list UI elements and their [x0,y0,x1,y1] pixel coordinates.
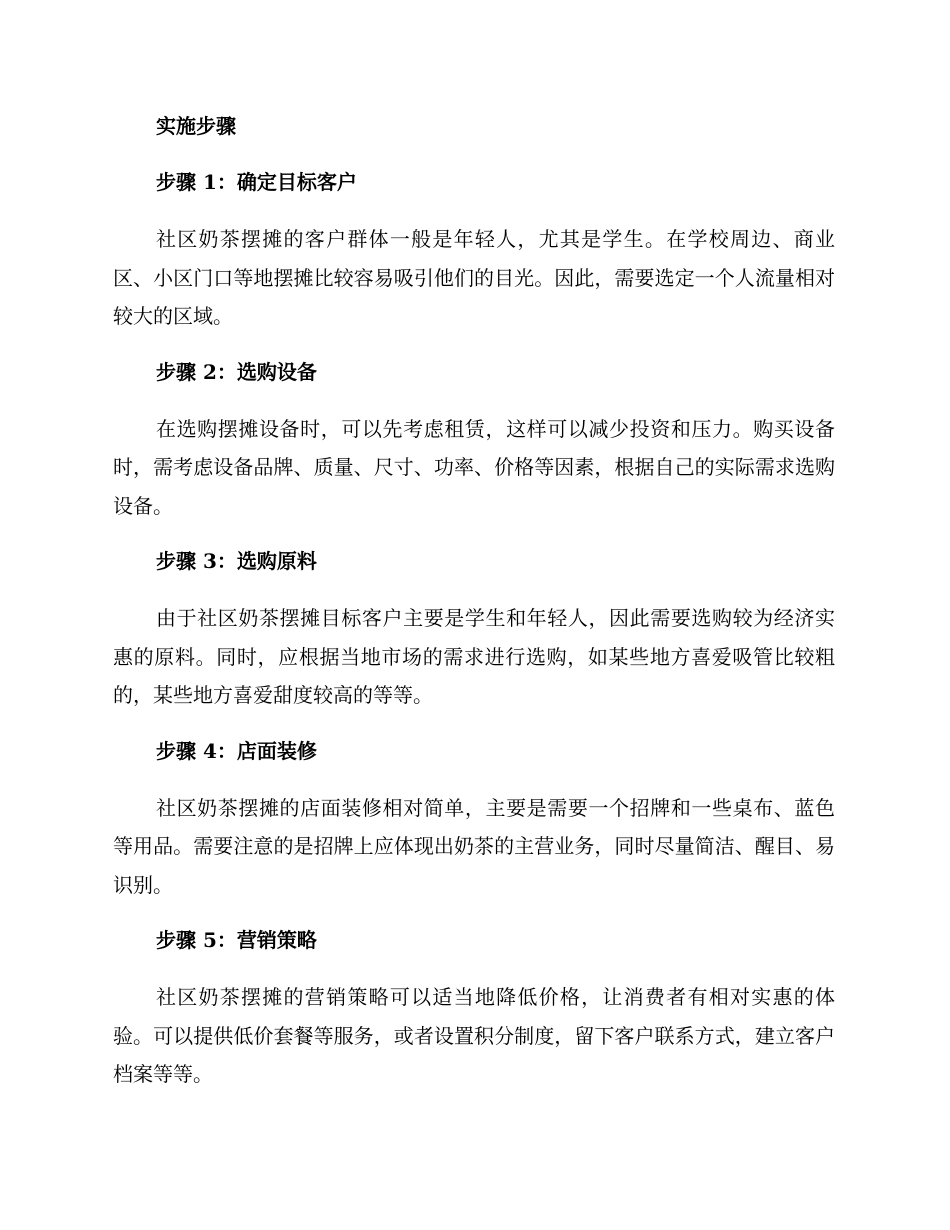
step-1-body: 社区奶茶摆摊的客户群体一般是年轻人，尤其是学生。在学校周边、商业区、小区门口等地摆摊比较容易吸引他们的目光。因此，需要选定一个人流量相对较大的区域。 [113,227,835,328]
step-3-body: 由于社区奶茶摆摊目标客户主要是学生和年轻人，因此需要选购较为经济实惠的原料。同时，应根据当地市场的需求进行选购，如某些地方喜爱吸管比较粗的，某些地方喜爱甜度较高的等等。 [113,606,835,707]
step-5-body: 社区奶茶摆摊的营销策略可以适当地降低价格，让消费者有相对实惠的体验。可以提供低价套餐等服务，或者设置积分制度，留下客户联系方式，建立客户档案等等。 [113,985,835,1086]
section-title: 实施步骤 [156,114,236,138]
step-2-body: 在选购摆摊设备时，可以先考虑租赁，这样可以减少投资和压力。购买设备时，需考虑设备品牌、质量、尺寸、功率、价格等因素，根据自己的实际需求选购设备。 [113,416,835,518]
document-page [113,108,835,1112]
step-3-heading: 步骤 3：选购原料 [156,549,317,573]
step-2-heading: 步骤 2：选购设备 [156,359,317,384]
step-1-heading: 步骤 1：确定目标客户 [156,170,357,194]
step-4-heading: 步骤 4：店面装修 [156,738,317,763]
step-5-heading: 步骤 5：营销策略 [156,928,317,952]
step-4-body: 社区奶茶摆摊的店面装修相对简单，主要是需要一个招牌和一些桌布、蓝色等用品。需要注意的是招牌上应体现出奶茶的主营业务，同时尽量简洁、醒目、易识别。 [113,795,835,897]
